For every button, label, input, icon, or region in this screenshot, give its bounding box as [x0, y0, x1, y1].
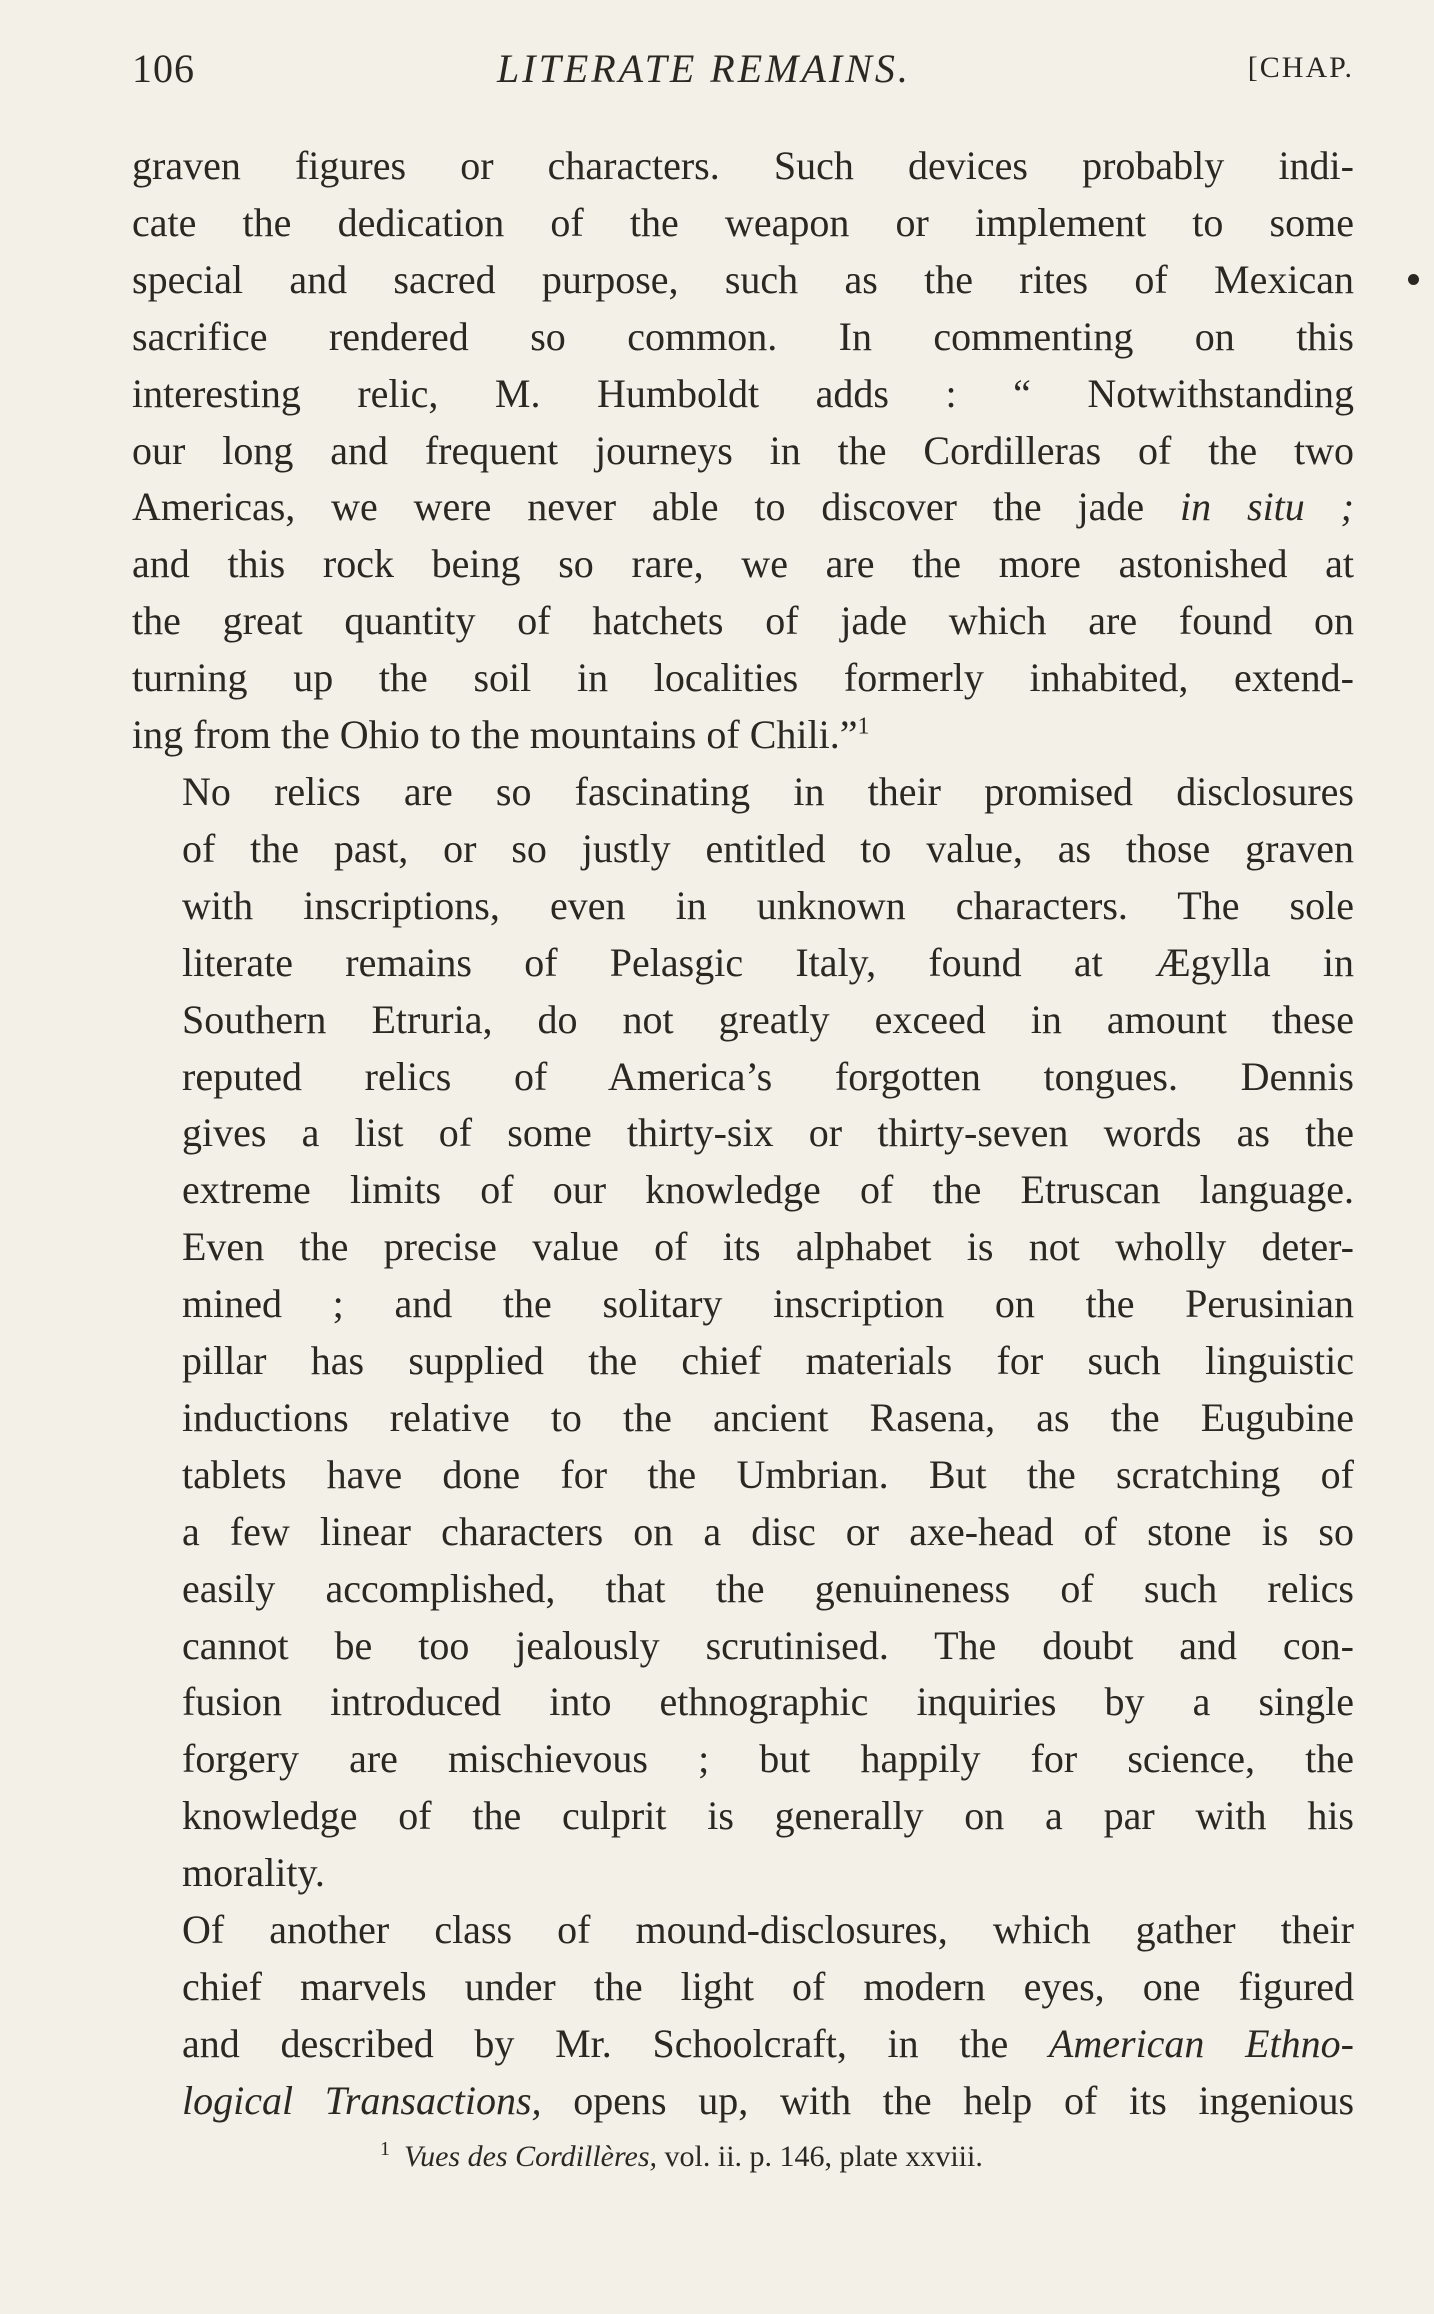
text-line: literate remains of Pelasgic Italy, found at Ægylla in — [182, 939, 1354, 985]
body-text — [132, 138, 1354, 2130]
text-line: pillar has supplied the chief materials for such linguistic — [182, 1338, 1354, 1384]
text-run: and described by Mr. Schoolcraft, in the — [182, 2020, 1049, 2066]
text-line: fusion introduced into ethnographic inquiries by a single — [182, 1679, 1354, 1725]
margin-dot-mark — [1408, 274, 1419, 285]
running-title: LITERATE REMAINS. — [497, 46, 911, 91]
text-line: and this rock being so rare, we are the more astonished at — [132, 541, 1354, 587]
paragraph-3 — [132, 1902, 1354, 2130]
text-line: with inscriptions, even in unknown characters. The sole — [182, 882, 1354, 928]
footnote-text: vol. ii. p. 146, plate xxviii. — [657, 2140, 983, 2173]
text-line: graven figures or characters. Such devices probably indi- — [132, 143, 1354, 188]
text-line: easily accomplished, that the genuineness of such relics — [182, 1565, 1354, 1611]
text-line: Of another class of mound-disclosures, which gather their — [182, 1907, 1354, 1953]
text-line: sacrifice rendered so common. In commenting on this — [132, 313, 1354, 359]
text-line: gives a list of some thirty-six or thirty-seven words as the — [182, 1110, 1354, 1156]
text-line: cannot be too jealously scrutinised. The doubt and con- — [182, 1622, 1354, 1668]
footnote-title: Vues des Cordillères, — [404, 2140, 658, 2173]
text-line: Even the precise value of its alphabet is not wholly deter- — [182, 1224, 1354, 1270]
footnote — [380, 2140, 983, 2174]
page-number: 106 — [132, 46, 195, 91]
text-line: Southern Etruria, do not greatly exceed in amount these — [182, 996, 1354, 1042]
text-line: special and sacred purpose, such as the rites of Mexican — [132, 256, 1354, 302]
text-line-with-italic — [132, 479, 1354, 536]
text-line: turning up the soil in localities formerly inhabited, extend- — [132, 655, 1354, 701]
footnote-reference[interactable]: 1 — [857, 713, 870, 740]
text-line-with-italic — [132, 2073, 1354, 2130]
paragraph-1 — [132, 138, 1354, 764]
italic-title: logical Transactions, — [182, 2077, 542, 2123]
text-line-with-note — [132, 707, 1354, 764]
text-line: a few linear characters on a disc or axe-head of stone is so — [182, 1508, 1354, 1554]
text-line: interesting relic, M. Humboldt adds : “ Notwithstanding — [132, 370, 1354, 416]
text-line: No relics are so fascinating in their promised disclosures — [182, 768, 1354, 814]
footnote-mark: 1 — [380, 2138, 390, 2160]
italic-phrase: in situ ; — [1180, 484, 1354, 530]
running-head — [132, 45, 1354, 105]
text-line: chief marvels under the light of modern eyes, one figured — [182, 1964, 1354, 2009]
text-run: Americas, we were never able to discover the jade — [132, 484, 1181, 530]
text-line-with-italic — [132, 2016, 1354, 2073]
text-run: ing from the Ohio to the mountains of Chili.” — [132, 712, 858, 758]
text-run: opens up, with the help of its ingenious — [541, 2077, 1355, 2123]
text-line: forgery are mischievous ; but happily for science, the — [182, 1736, 1354, 1782]
chapter-marker: [CHAP. — [1247, 51, 1354, 84]
paragraph-2 — [132, 764, 1354, 1902]
text-line: mined ; and the solitary inscription on the Perusinian — [182, 1281, 1354, 1327]
text-line: our long and frequent journeys in the Cordilleras of the two — [132, 427, 1354, 473]
text-line: cate the dedication of the weapon or implement to some — [132, 199, 1354, 245]
text-line: extreme limits of our knowledge of the Etruscan language. — [182, 1167, 1354, 1213]
text-line: reputed relics of America’s forgotten tongues. Dennis — [182, 1053, 1354, 1099]
text-line: inductions relative to the ancient Rasena, as the Eugubine — [182, 1394, 1354, 1440]
italic-title: American Ethno- — [1048, 2020, 1354, 2066]
text-line: morality. — [182, 1850, 325, 1896]
text-line: knowledge of the culprit is generally on a par with his — [182, 1793, 1354, 1839]
text-line: of the past, or so justly entitled to value, as those graven — [182, 825, 1354, 871]
text-line: tablets have done for the Umbrian. But the scratching of — [182, 1451, 1354, 1497]
text-line: the great quantity of hatchets of jade which are found on — [132, 598, 1354, 644]
